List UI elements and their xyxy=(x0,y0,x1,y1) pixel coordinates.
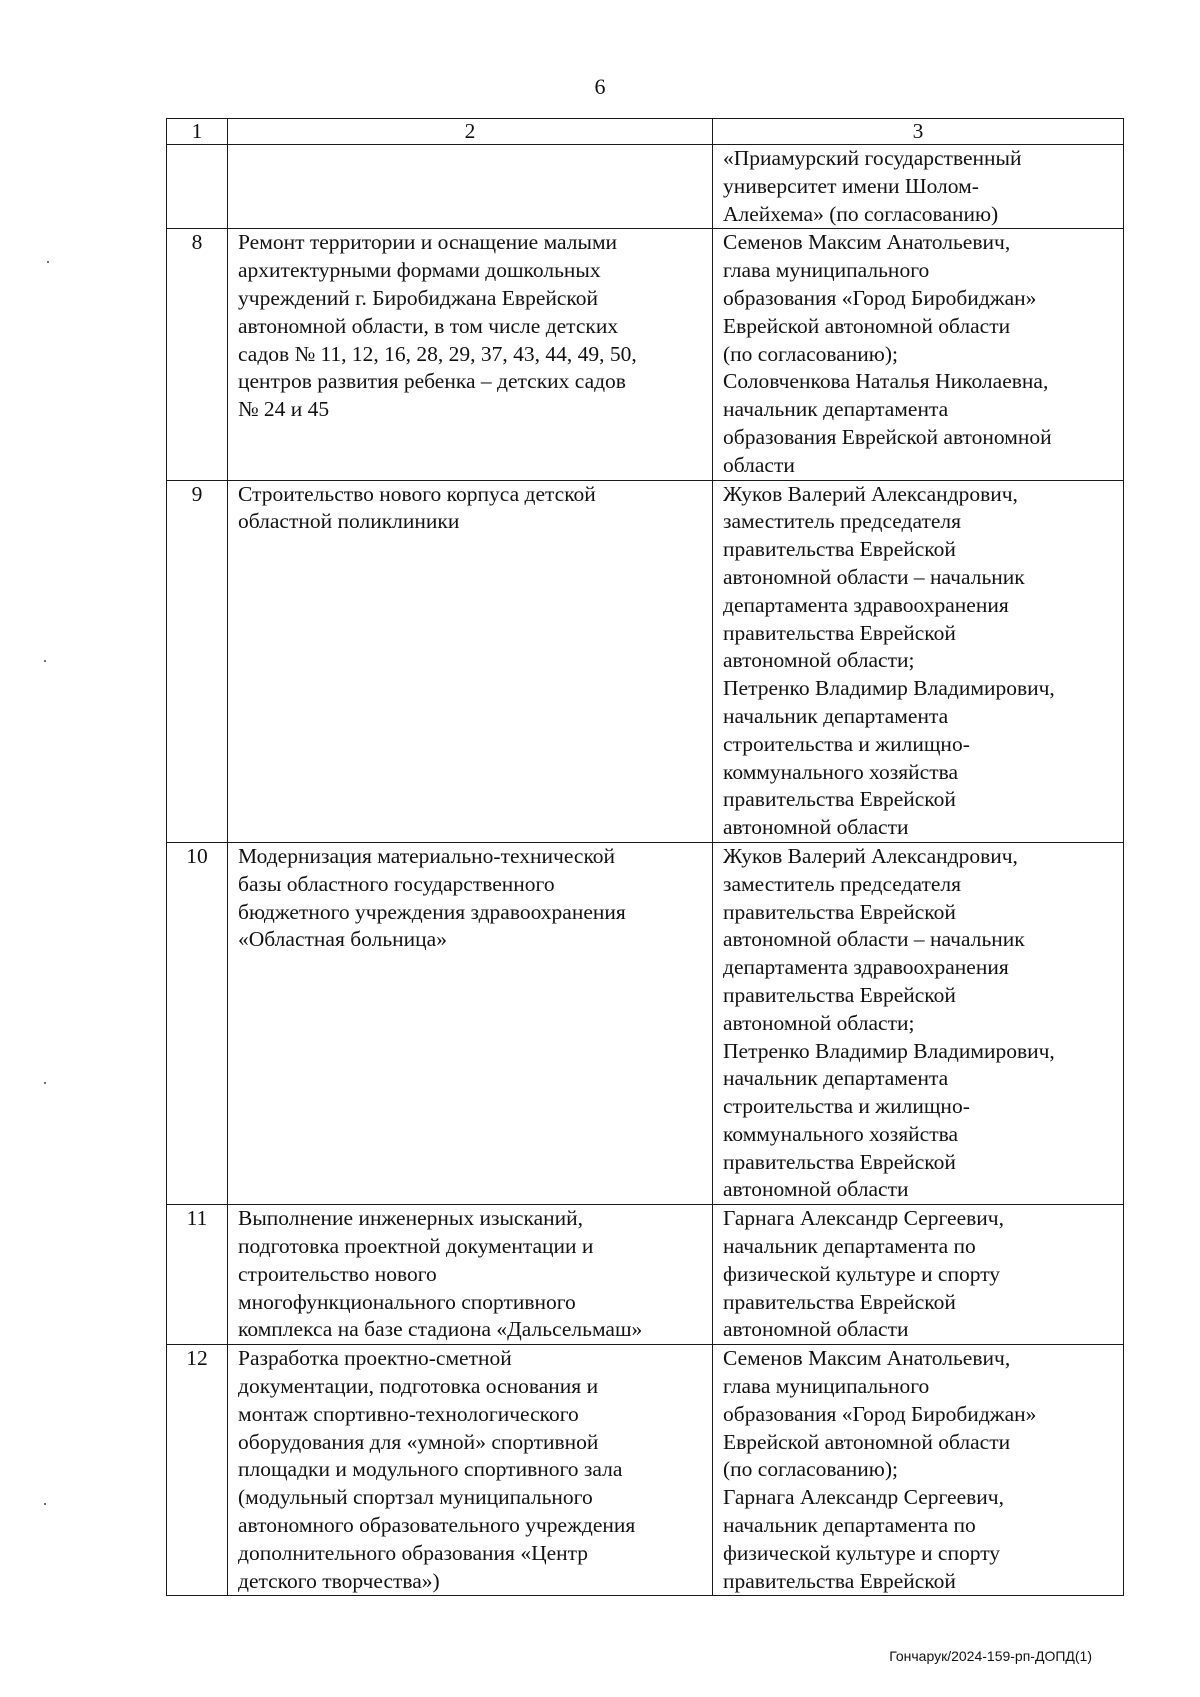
responsible-persons xyxy=(713,842,1124,1204)
cell-text-line: правительства Еврейской xyxy=(723,620,956,645)
cell-text-line: многофункционального спортивного xyxy=(238,1289,576,1314)
cell-text-line: Гарнага Александр Сергеевич, xyxy=(723,1485,1004,1510)
cell-text-line: Жуков Валерий Александрович, xyxy=(723,481,1018,506)
measures-table xyxy=(166,118,1124,1596)
row-number: 10 xyxy=(167,842,228,1204)
cell-text-line: правительства Еврейской xyxy=(723,537,956,562)
cell-text-line: области xyxy=(723,452,795,477)
cell-text-line: начальник департамента xyxy=(723,1066,949,1091)
cell-text-line: правительства Еврейской xyxy=(723,787,956,812)
cell-text-line: учреждений г. Биробиджана Еврейской xyxy=(238,285,599,310)
cell-text-line: Модернизация материально-технической xyxy=(238,843,616,868)
cell-text-line: детского творчества») xyxy=(238,1568,440,1593)
cell-text-line: (модульный спортзал муниципального xyxy=(238,1485,593,1510)
cell-text-line: правительства Еврейской xyxy=(723,982,956,1007)
cell-text-line: коммунального хозяйства xyxy=(723,1121,959,1146)
cell-text-line: (по согласованию); xyxy=(723,341,898,366)
cell-text-line: дополнительного образования «Центр xyxy=(238,1540,589,1565)
scan-dot xyxy=(44,1082,46,1084)
table-row xyxy=(167,1345,1124,1596)
cell-text-line: бюджетного учреждения здравоохранения xyxy=(238,899,626,924)
responsible-persons xyxy=(713,145,1124,229)
cell-text-line: заместитель председателя xyxy=(723,509,962,534)
table-row xyxy=(167,480,1124,842)
measure-description xyxy=(228,145,713,229)
measure-description xyxy=(228,480,713,842)
page-number: 6 xyxy=(594,74,606,99)
header-col-3: 3 xyxy=(713,119,1124,145)
measure-description xyxy=(228,1345,713,1596)
table-header-row xyxy=(167,119,1124,145)
cell-text-line: Петренко Владимир Владимирович, xyxy=(723,1038,1055,1063)
document-code: Гончарук/2024-159-рп-ДОПД(1) xyxy=(889,1648,1092,1664)
measure-description xyxy=(228,842,713,1204)
cell-text-line: Семенов Максим Анатольевич, xyxy=(723,230,1011,255)
table-row xyxy=(167,229,1124,480)
cell-text-line: Строительство нового корпуса детской xyxy=(238,481,596,506)
cell-text-line: (по согласованию); xyxy=(723,1457,898,1482)
responsible-persons xyxy=(713,1205,1124,1345)
cell-text-line: центров развития ребенка – детских садов xyxy=(238,369,626,394)
scan-dot xyxy=(44,660,46,662)
cell-text-line: Семенов Максим Анатольевич, xyxy=(723,1346,1011,1371)
cell-text-line: начальник департамента xyxy=(723,703,949,728)
cell-text-line: образования «Город Биробиджан» xyxy=(723,1401,1037,1426)
cell-text-line: областной поликлиники xyxy=(238,509,460,534)
cell-text-line: «Областная больница» xyxy=(238,927,447,952)
cell-text-line: комплекса на базе стадиона «Дальсельмаш» xyxy=(238,1317,643,1342)
cell-text-line: глава муниципального xyxy=(723,1374,930,1399)
row-number: 11 xyxy=(167,1205,228,1345)
cell-text-line: департамента здравоохранения xyxy=(723,592,1009,617)
cell-text-line: Петренко Владимир Владимирович, xyxy=(723,676,1055,701)
cell-text-line: Ремонт территории и оснащение малыми xyxy=(238,230,618,255)
cell-text-line: монтаж спортивно-технологического xyxy=(238,1401,579,1426)
cell-text-line: подготовка проектной документации и xyxy=(238,1234,594,1259)
cell-text-line: департамента здравоохранения xyxy=(723,955,1009,980)
cell-text-line: Выполнение инженерных изысканий, xyxy=(238,1206,584,1231)
table-body xyxy=(167,145,1124,1596)
table-row xyxy=(167,145,1124,229)
cell-text-line: автономной области – начальник xyxy=(723,927,1025,952)
cell-text-line: физической культуре и спорту xyxy=(723,1540,1001,1565)
cell-text-line: правительства Еврейской xyxy=(723,1149,956,1174)
cell-text-line: автономной области; xyxy=(723,1010,915,1035)
cell-text-line: № 24 и 45 xyxy=(238,397,330,422)
cell-text-line: строительства и жилищно- xyxy=(723,1094,970,1119)
row-number: 12 xyxy=(167,1345,228,1596)
cell-text-line: оборудования для «умной» спортивной xyxy=(238,1429,599,1454)
header-col-2: 2 xyxy=(228,119,713,145)
cell-text-line: Алейхема» (по согласованию) xyxy=(723,201,999,226)
responsible-persons xyxy=(713,1345,1124,1596)
cell-text-line: «Приамурский государственный xyxy=(723,146,1022,170)
cell-text-line: образования Еврейской автономной xyxy=(723,424,1052,449)
cell-text-line: глава муниципального xyxy=(723,258,930,283)
cell-text-line: Разработка проектно-сметной xyxy=(238,1346,512,1371)
cell-text-line: автономной области; xyxy=(723,648,915,673)
cell-text-line: автономной области xyxy=(723,1317,909,1342)
cell-text-line: строительства и жилищно- xyxy=(723,731,970,756)
cell-text-line: автономного образовательного учреждения xyxy=(238,1513,636,1538)
cell-text-line: заместитель председателя xyxy=(723,871,962,896)
row-number: 8 xyxy=(167,229,228,480)
cell-text-line: садов № 11, 12, 16, 28, 29, 37, 43, 44, 49, 50, xyxy=(238,341,637,366)
cell-text-line: физической культуре и спорту xyxy=(723,1261,1001,1286)
cell-text-line: архитектурными формами дошкольных xyxy=(238,258,601,283)
cell-text-line: базы областного государственного xyxy=(238,871,555,896)
cell-text-line: Еврейской автономной области xyxy=(723,1429,1011,1454)
cell-text-line: автономной области xyxy=(723,815,909,840)
table-row xyxy=(167,842,1124,1204)
cell-text-line: Жуков Валерий Александрович, xyxy=(723,843,1018,868)
cell-text-line: начальник департамента xyxy=(723,397,949,422)
cell-text-line: образования «Город Биробиджан» xyxy=(723,285,1037,310)
cell-text-line: начальник департамента по xyxy=(723,1513,976,1538)
cell-text-line: правительства Еврейской xyxy=(723,899,956,924)
cell-text-line: Еврейской автономной области xyxy=(723,313,1011,338)
responsible-persons xyxy=(713,480,1124,842)
header-col-1: 1 xyxy=(167,119,228,145)
cell-text-line: коммунального хозяйства xyxy=(723,759,959,784)
table-row xyxy=(167,1205,1124,1345)
cell-text-line: начальник департамента по xyxy=(723,1234,976,1259)
cell-text-line: Гарнага Александр Сергеевич, xyxy=(723,1206,1004,1231)
scan-dot xyxy=(47,261,49,263)
measure-description xyxy=(228,1205,713,1345)
cell-text-line: документации, подготовка основания и xyxy=(238,1374,599,1399)
measure-description xyxy=(228,229,713,480)
cell-text-line: автономной области xyxy=(723,1177,909,1202)
cell-text-line: Соловченкова Наталья Николаевна, xyxy=(723,369,1049,394)
cell-text-line: правительства Еврейской xyxy=(723,1568,956,1593)
cell-text-line: площадки и модульного спортивного зала xyxy=(238,1457,623,1482)
cell-text-line: автономной области, в том числе детских xyxy=(238,313,619,338)
cell-text-line: правительства Еврейской xyxy=(723,1289,956,1314)
cell-text-line: строительство нового xyxy=(238,1261,437,1286)
cell-text-line: университет имени Шолом- xyxy=(723,173,979,198)
cell-text-line: автономной области – начальник xyxy=(723,564,1025,589)
row-number: 9 xyxy=(167,480,228,842)
scan-dot xyxy=(44,1503,46,1505)
row-number xyxy=(167,145,228,229)
responsible-persons xyxy=(713,229,1124,480)
